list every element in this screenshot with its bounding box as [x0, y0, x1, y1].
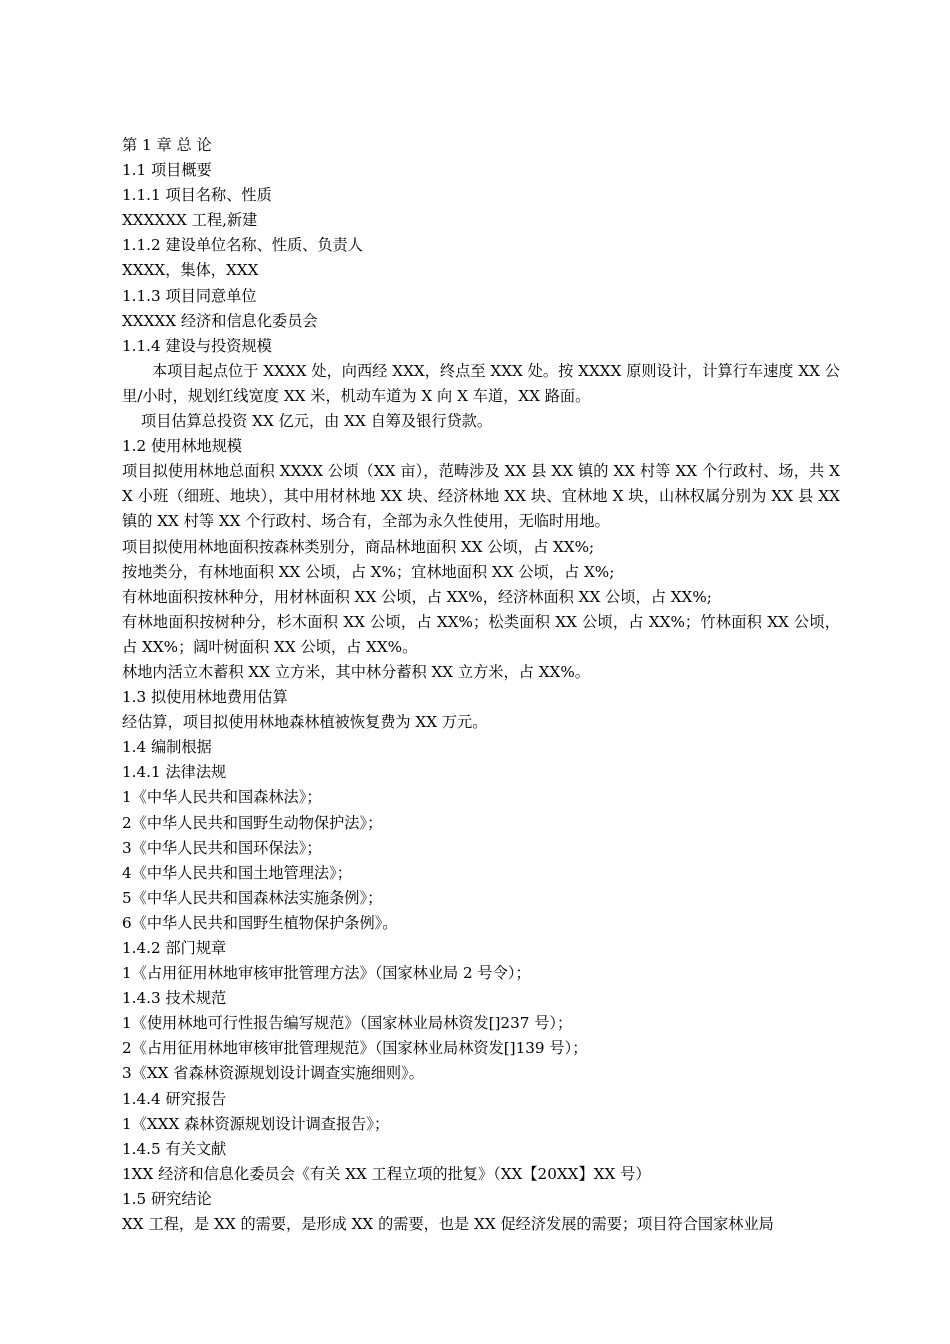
builder-text: XXXX，集体，XXX: [122, 261, 259, 280]
list-item-law: 1《中华人民共和国森林法》；: [122, 788, 322, 807]
list-item-document: 1XX 经济和信息化委员会《有关 XX 工程立项的批复》（XX【20XX】XX 号）: [122, 1164, 651, 1183]
list-item-spec: 2《占用征用林地审核审批管理规范》（国家林业局林资发[]139 号）；: [122, 1039, 588, 1058]
list-item-law: 2《中华人民共和国野生动物保护法》；: [122, 813, 383, 832]
heading-1-5: 1.5 研究结论: [122, 1189, 212, 1208]
list-item-law: 3《中华人民共和国环保法》；: [122, 838, 322, 857]
list-item-law: 4《中华人民共和国土地管理法》；: [122, 863, 352, 882]
project-name-text: XXXXXX 工程,新建: [122, 211, 258, 230]
paragraph-land-category: 按地类分，有林地面积 XX 公顷，占 X%；宜林地面积 XX 公顷，占 X%;: [122, 562, 615, 581]
approver-text: XXXXX 经济和信息化委员会: [122, 311, 318, 330]
heading-1-1-3: 1.1.3 项目同意单位: [122, 286, 257, 305]
heading-1-4-5: 1.4.5 有关文献: [122, 1139, 227, 1158]
paragraph-conclusion: XX 工程，是 XX 的需要，是形成 XX 的需要，也是 XX 促经济发展的需要；项目符合国家林业局: [122, 1215, 774, 1234]
chapter-title: 第 1 章 总 论: [122, 136, 212, 154]
paragraph-timber-volume: 林地内活立木蓄积 XX 立方米，其中林分蓄积 XX 立方米，占 XX%。: [122, 662, 590, 681]
heading-1-1-2: 1.1.2 建设单位名称、性质、负责人: [122, 236, 363, 255]
list-item-law: 5《中华人民共和国森林法实施条例》；: [122, 888, 383, 907]
heading-1-4-2: 1.4.2 部门规章: [122, 939, 227, 957]
list-item-rule: 1《占用征用林地审核审批管理方法》（国家林业局 2 号令）；: [122, 964, 531, 983]
heading-1-1: 1.1 项目概要: [122, 161, 212, 180]
list-item-spec: 3《XX 省森林资源规划设计调查实施细则》。: [122, 1064, 424, 1083]
paragraph-forest-area: 项目拟使用林地总面积 XXXX 公顷（XX 亩），范畴涉及 XX 县 XX 镇的 XX 村等 XX 个行政村、场，共 XX 小班（细班、地块），其中用材林地 XX 块、经济林地 XX 块、宜林地 X 块，山林权属分别为 XX 县 XX 镇的 XX 村等 XX 个行政村、场合有，全部为永久性使用，无临时用地。: [122, 462, 840, 531]
paragraph-tree-species: 有林地面积按树种分，杉木面积 XX 公顷，占 XX%；松类面积 XX 公顷，占 XX%；竹林面积 XX 公顷，占 XX%；阔叶树面积 XX 公顷，占 XX%。: [122, 612, 840, 656]
heading-1-2: 1.2 使用林地规模: [122, 437, 243, 456]
paragraph-scale: 本项目起点位于 XXXX 处，向西经 XXX，终点至 XXX 处。按 XXXX 原则设计，计算行车速度 XX 公里/小时，规划红线宽度 XX 米，机动车道为 X 向 X 车道，XX 路面。: [122, 361, 840, 405]
paragraph-investment: 项目估算总投资 XX 亿元，由 XX 自筹及银行贷款。: [141, 412, 493, 431]
heading-1-4-3: 1.4.3 技术规范: [122, 989, 227, 1008]
paragraph-cost: 经估算，项目拟使用林地森林植被恢复费为 XX 万元。: [122, 713, 488, 732]
list-item-spec: 1《使用林地可行性报告编写规范》（国家林业局林资发[]237 号）；: [122, 1014, 573, 1033]
heading-1-1-4: 1.1.4 建设与投资规模: [122, 336, 272, 355]
heading-1-4: 1.4 编制根据: [122, 738, 212, 757]
heading-1-4-4: 1.4.4 研究报告: [122, 1089, 227, 1108]
paragraph-forest-category: 项目拟使用林地面积按森林类别分，商品林地面积 XX 公顷，占 XX%;: [122, 537, 595, 556]
heading-1-4-1: 1.4.1 法律法规: [122, 763, 227, 782]
document-page: [122, 133, 840, 1237]
list-item-report: 1《XXX 森林资源规划设计调查报告》；: [122, 1114, 390, 1133]
paragraph-forest-kind: 有林地面积按林种分，用材林面积 XX 公顷，占 XX%，经济林面积 XX 公顷，占 XX%;: [122, 587, 712, 606]
heading-1-3: 1.3 拟使用林地费用估算: [122, 688, 288, 707]
heading-1-1-1: 1.1.1 项目名称、性质: [122, 186, 272, 205]
list-item-law: 6《中华人民共和国野生植物保护条例》。: [122, 913, 398, 932]
